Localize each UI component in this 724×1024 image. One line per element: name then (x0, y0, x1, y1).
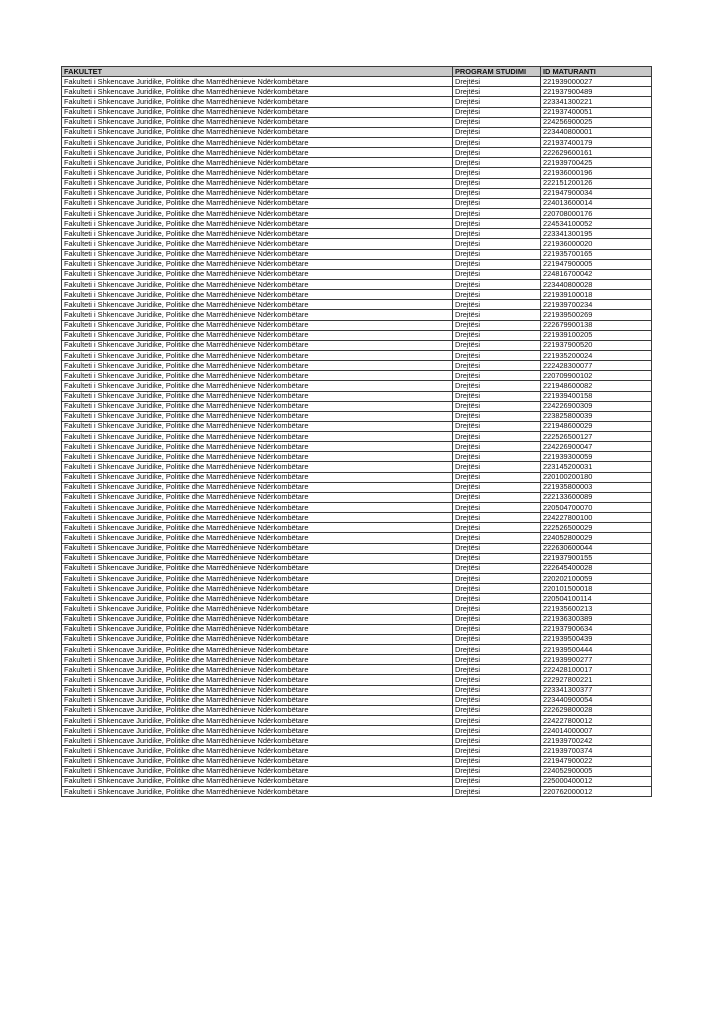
faculty-cell: Fakulteti i Shkencave Juridike, Politike dhe Marrëdhënieve Ndërkombëtare (62, 320, 453, 330)
id-cell: 220504700070 (541, 503, 652, 513)
id-cell: 222629800028 (541, 705, 652, 715)
program-cell: Drejtësi (453, 208, 541, 218)
table-row (62, 736, 652, 746)
table-row (62, 766, 652, 776)
faculty-cell: Fakulteti i Shkencave Juridike, Politike dhe Marrëdhënieve Ndërkombëtare (62, 290, 453, 300)
id-cell: 224256900025 (541, 117, 652, 127)
id-cell: 224014000007 (541, 726, 652, 736)
id-cell: 221935600213 (541, 604, 652, 614)
id-cell: 221939300059 (541, 452, 652, 462)
program-cell: Drejtësi (453, 290, 541, 300)
program-cell: Drejtësi (453, 726, 541, 736)
table-row (62, 229, 652, 239)
faculty-cell: Fakulteti i Shkencave Juridike, Politike dhe Marrëdhënieve Ndërkombëtare (62, 178, 453, 188)
faculty-cell: Fakulteti i Shkencave Juridike, Politike dhe Marrëdhënieve Ndërkombëtare (62, 269, 453, 279)
table-row (62, 168, 652, 178)
faculty-cell: Fakulteti i Shkencave Juridike, Politike dhe Marrëdhënieve Ndërkombëtare (62, 736, 453, 746)
faculty-cell: Fakulteti i Shkencave Juridike, Politike dhe Marrëdhënieve Ndërkombëtare (62, 361, 453, 371)
table-row (62, 381, 652, 391)
faculty-cell: Fakulteti i Shkencave Juridike, Politike dhe Marrëdhënieve Ndërkombëtare (62, 350, 453, 360)
faculty-cell: Fakulteti i Shkencave Juridike, Politike dhe Marrëdhënieve Ndërkombëtare (62, 97, 453, 107)
program-cell: Drejtësi (453, 350, 541, 360)
program-cell: Drejtësi (453, 776, 541, 786)
table-row (62, 290, 652, 300)
table-row (62, 695, 652, 705)
faculty-cell: Fakulteti i Shkencave Juridike, Politike dhe Marrëdhënieve Ndërkombëtare (62, 452, 453, 462)
id-cell: 222428100017 (541, 665, 652, 675)
id-cell: 222629600161 (541, 148, 652, 158)
table-row (62, 340, 652, 350)
program-cell: Drejtësi (453, 432, 541, 442)
table-row (62, 675, 652, 685)
table-row (62, 462, 652, 472)
faculty-cell: Fakulteti i Shkencave Juridike, Politike dhe Marrëdhënieve Ndërkombëtare (62, 381, 453, 391)
table-row (62, 87, 652, 97)
id-cell: 221947900005 (541, 259, 652, 269)
table-row (62, 776, 652, 786)
program-cell: Drejtësi (453, 695, 541, 705)
id-cell: 221948600029 (541, 421, 652, 431)
id-cell: 221937400051 (541, 107, 652, 117)
program-cell: Drejtësi (453, 614, 541, 624)
program-cell: Drejtësi (453, 198, 541, 208)
table-row (62, 574, 652, 584)
table-row (62, 716, 652, 726)
faculty-cell: Fakulteti i Shkencave Juridike, Politike dhe Marrëdhënieve Ndërkombëtare (62, 432, 453, 442)
program-cell: Drejtësi (453, 391, 541, 401)
faculty-cell: Fakulteti i Shkencave Juridike, Politike dhe Marrëdhënieve Ndërkombëtare (62, 756, 453, 766)
id-cell: 222645400028 (541, 563, 652, 573)
faculty-cell: Fakulteti i Shkencave Juridike, Politike dhe Marrëdhënieve Ndërkombëtare (62, 695, 453, 705)
table-row (62, 553, 652, 563)
id-cell: 220762000012 (541, 786, 652, 796)
id-cell: 222428300077 (541, 361, 652, 371)
table-row (62, 624, 652, 634)
id-cell: 223341300221 (541, 97, 652, 107)
program-cell: Drejtësi (453, 634, 541, 644)
faculty-cell: Fakulteti i Shkencave Juridike, Politike dhe Marrëdhënieve Ndërkombëtare (62, 634, 453, 644)
faculty-cell: Fakulteti i Shkencave Juridike, Politike dhe Marrëdhënieve Ndërkombëtare (62, 726, 453, 736)
table-row (62, 645, 652, 655)
faculty-cell: Fakulteti i Shkencave Juridike, Politike dhe Marrëdhënieve Ndërkombëtare (62, 675, 453, 685)
id-cell: 221939100018 (541, 290, 652, 300)
table-row (62, 584, 652, 594)
program-cell: Drejtësi (453, 472, 541, 482)
faculty-cell: Fakulteti i Shkencave Juridike, Politike dhe Marrëdhënieve Ndërkombëtare (62, 87, 453, 97)
id-cell: 225000400012 (541, 776, 652, 786)
program-cell: Drejtësi (453, 158, 541, 168)
table-row (62, 614, 652, 624)
faculty-cell: Fakulteti i Shkencave Juridike, Politike dhe Marrëdhënieve Ndërkombëtare (62, 229, 453, 239)
id-cell: 223440800001 (541, 127, 652, 137)
table-row (62, 523, 652, 533)
id-cell: 222526500127 (541, 432, 652, 442)
table-row (62, 594, 652, 604)
program-cell: Drejtësi (453, 168, 541, 178)
faculty-cell: Fakulteti i Shkencave Juridike, Politike dhe Marrëdhënieve Ndërkombëtare (62, 239, 453, 249)
table-row (62, 249, 652, 259)
program-cell: Drejtësi (453, 310, 541, 320)
id-cell: 221936000020 (541, 239, 652, 249)
table-row (62, 685, 652, 695)
program-cell: Drejtësi (453, 513, 541, 523)
faculty-cell: Fakulteti i Shkencave Juridike, Politike dhe Marrëdhënieve Ndërkombëtare (62, 107, 453, 117)
faculty-cell: Fakulteti i Shkencave Juridike, Politike dhe Marrëdhënieve Ndërkombëtare (62, 330, 453, 340)
table-row (62, 117, 652, 127)
table-row (62, 472, 652, 482)
table-row (62, 756, 652, 766)
program-cell: Drejtësi (453, 401, 541, 411)
id-cell: 221939900277 (541, 655, 652, 665)
id-cell: 224816700042 (541, 269, 652, 279)
faculty-cell: Fakulteti i Shkencave Juridike, Politike dhe Marrëdhënieve Ndërkombëtare (62, 158, 453, 168)
faculty-cell: Fakulteti i Shkencave Juridike, Politike dhe Marrëdhënieve Ndërkombëtare (62, 401, 453, 411)
program-cell: Drejtësi (453, 543, 541, 553)
table-row (62, 178, 652, 188)
id-cell: 223341300377 (541, 685, 652, 695)
table-row (62, 503, 652, 513)
id-cell: 221939700242 (541, 736, 652, 746)
table-row (62, 371, 652, 381)
program-cell: Drejtësi (453, 482, 541, 492)
program-cell: Drejtësi (453, 786, 541, 796)
table-row (62, 208, 652, 218)
faculty-cell: Fakulteti i Shkencave Juridike, Politike dhe Marrëdhënieve Ndërkombëtare (62, 198, 453, 208)
faculty-cell: Fakulteti i Shkencave Juridike, Politike dhe Marrëdhënieve Ndërkombëtare (62, 300, 453, 310)
program-cell: Drejtësi (453, 574, 541, 584)
table-row (62, 320, 652, 330)
table-row (62, 401, 652, 411)
program-cell: Drejtësi (453, 705, 541, 715)
table-row (62, 543, 652, 553)
table-row (62, 482, 652, 492)
faculty-cell: Fakulteti i Shkencave Juridike, Politike dhe Marrëdhënieve Ndërkombëtare (62, 553, 453, 563)
id-cell: 221937400179 (541, 137, 652, 147)
table-row (62, 310, 652, 320)
faculty-cell: Fakulteti i Shkencave Juridike, Politike dhe Marrëdhënieve Ndërkombëtare (62, 219, 453, 229)
id-cell: 222679900138 (541, 320, 652, 330)
table-row (62, 452, 652, 462)
enrollment-table (61, 66, 652, 797)
program-cell: Drejtësi (453, 300, 541, 310)
program-cell: Drejtësi (453, 553, 541, 563)
id-cell: 221939000027 (541, 77, 652, 87)
header-fakultet: FAKULTET (62, 67, 453, 77)
id-cell: 224013600014 (541, 198, 652, 208)
id-cell: 221936000196 (541, 168, 652, 178)
faculty-cell: Fakulteti i Shkencave Juridike, Politike dhe Marrëdhënieve Ndërkombëtare (62, 563, 453, 573)
id-cell: 221935800003 (541, 482, 652, 492)
table-row (62, 432, 652, 442)
id-cell: 220708000176 (541, 208, 652, 218)
id-cell: 222927800221 (541, 675, 652, 685)
program-cell: Drejtësi (453, 766, 541, 776)
program-cell: Drejtësi (453, 442, 541, 452)
id-cell: 221939700234 (541, 300, 652, 310)
table-row (62, 330, 652, 340)
id-cell: 221939100205 (541, 330, 652, 340)
faculty-cell: Fakulteti i Shkencave Juridike, Politike dhe Marrëdhënieve Ndërkombëtare (62, 766, 453, 776)
program-cell: Drejtësi (453, 87, 541, 97)
table-row (62, 786, 652, 796)
id-cell: 221939500269 (541, 310, 652, 320)
id-cell: 224226900309 (541, 401, 652, 411)
table-row (62, 604, 652, 614)
faculty-cell: Fakulteti i Shkencave Juridike, Politike dhe Marrëdhënieve Ndërkombëtare (62, 624, 453, 634)
faculty-cell: Fakulteti i Shkencave Juridike, Politike dhe Marrëdhënieve Ndërkombëtare (62, 249, 453, 259)
table-row (62, 137, 652, 147)
header-id-maturanti: ID MATURANTI (541, 67, 652, 77)
program-cell: Drejtësi (453, 716, 541, 726)
table-row (62, 259, 652, 269)
id-cell: 221947900022 (541, 756, 652, 766)
table-row (62, 442, 652, 452)
faculty-cell: Fakulteti i Shkencave Juridike, Politike dhe Marrëdhënieve Ndërkombëtare (62, 148, 453, 158)
id-cell: 223825800039 (541, 411, 652, 421)
program-cell: Drejtësi (453, 604, 541, 614)
table-row (62, 665, 652, 675)
table-row (62, 421, 652, 431)
id-cell: 221948600082 (541, 381, 652, 391)
program-cell: Drejtësi (453, 229, 541, 239)
program-cell: Drejtësi (453, 97, 541, 107)
faculty-cell: Fakulteti i Shkencave Juridike, Politike dhe Marrëdhënieve Ndërkombëtare (62, 786, 453, 796)
faculty-cell: Fakulteti i Shkencave Juridike, Politike dhe Marrëdhënieve Ndërkombëtare (62, 655, 453, 665)
program-cell: Drejtësi (453, 330, 541, 340)
faculty-cell: Fakulteti i Shkencave Juridike, Politike dhe Marrëdhënieve Ndërkombëtare (62, 462, 453, 472)
program-cell: Drejtësi (453, 746, 541, 756)
program-cell: Drejtësi (453, 655, 541, 665)
faculty-cell: Fakulteti i Shkencave Juridike, Politike dhe Marrëdhënieve Ndërkombëtare (62, 665, 453, 675)
program-cell: Drejtësi (453, 452, 541, 462)
program-cell: Drejtësi (453, 594, 541, 604)
faculty-cell: Fakulteti i Shkencave Juridike, Politike dhe Marrëdhënieve Ndërkombëtare (62, 127, 453, 137)
table-row (62, 350, 652, 360)
program-cell: Drejtësi (453, 492, 541, 502)
faculty-cell: Fakulteti i Shkencave Juridike, Politike dhe Marrëdhënieve Ndërkombëtare (62, 705, 453, 715)
faculty-cell: Fakulteti i Shkencave Juridike, Politike dhe Marrëdhënieve Ndërkombëtare (62, 594, 453, 604)
table-row (62, 513, 652, 523)
faculty-cell: Fakulteti i Shkencave Juridike, Politike dhe Marrëdhënieve Ndërkombëtare (62, 371, 453, 381)
id-cell: 223145200031 (541, 462, 652, 472)
program-cell: Drejtësi (453, 563, 541, 573)
program-cell: Drejtësi (453, 503, 541, 513)
id-cell: 221937900489 (541, 87, 652, 97)
program-cell: Drejtësi (453, 320, 541, 330)
faculty-cell: Fakulteti i Shkencave Juridike, Politike dhe Marrëdhënieve Ndërkombëtare (62, 340, 453, 350)
id-cell: 222526500029 (541, 523, 652, 533)
faculty-cell: Fakulteti i Shkencave Juridike, Politike dhe Marrëdhënieve Ndërkombëtare (62, 716, 453, 726)
table-row (62, 158, 652, 168)
faculty-cell: Fakulteti i Shkencave Juridike, Politike dhe Marrëdhënieve Ndërkombëtare (62, 77, 453, 87)
id-cell: 224052800029 (541, 533, 652, 543)
id-cell: 221937900634 (541, 624, 652, 634)
id-cell: 222151200126 (541, 178, 652, 188)
program-cell: Drejtësi (453, 117, 541, 127)
id-cell: 223440800028 (541, 279, 652, 289)
program-cell: Drejtësi (453, 411, 541, 421)
id-cell: 221939500439 (541, 634, 652, 644)
id-cell: 221939400158 (541, 391, 652, 401)
id-cell: 224226900047 (541, 442, 652, 452)
program-cell: Drejtësi (453, 279, 541, 289)
id-cell: 222630600044 (541, 543, 652, 553)
id-cell: 221939500444 (541, 645, 652, 655)
program-cell: Drejtësi (453, 523, 541, 533)
table-row (62, 269, 652, 279)
faculty-cell: Fakulteti i Shkencave Juridike, Politike dhe Marrëdhënieve Ndërkombëtare (62, 310, 453, 320)
id-cell: 224227800012 (541, 716, 652, 726)
program-cell: Drejtësi (453, 239, 541, 249)
program-cell: Drejtësi (453, 421, 541, 431)
faculty-cell: Fakulteti i Shkencave Juridike, Politike dhe Marrëdhënieve Ndërkombëtare (62, 746, 453, 756)
table-row (62, 563, 652, 573)
faculty-cell: Fakulteti i Shkencave Juridike, Politike dhe Marrëdhënieve Ndërkombëtare (62, 188, 453, 198)
table-row (62, 492, 652, 502)
table-header-row (62, 67, 652, 77)
faculty-cell: Fakulteti i Shkencave Juridike, Politike dhe Marrëdhënieve Ndërkombëtare (62, 472, 453, 482)
faculty-cell: Fakulteti i Shkencave Juridike, Politike dhe Marrëdhënieve Ndërkombëtare (62, 442, 453, 452)
faculty-cell: Fakulteti i Shkencave Juridike, Politike dhe Marrëdhënieve Ndërkombëtare (62, 117, 453, 127)
program-cell: Drejtësi (453, 685, 541, 695)
faculty-cell: Fakulteti i Shkencave Juridike, Politike dhe Marrëdhënieve Ndërkombëtare (62, 614, 453, 624)
faculty-cell: Fakulteti i Shkencave Juridike, Politike dhe Marrëdhënieve Ndërkombëtare (62, 168, 453, 178)
table-row (62, 127, 652, 137)
id-cell: 224534100052 (541, 219, 652, 229)
id-cell: 223440900054 (541, 695, 652, 705)
id-cell: 220100200180 (541, 472, 652, 482)
faculty-cell: Fakulteti i Shkencave Juridike, Politike dhe Marrëdhënieve Ndërkombëtare (62, 279, 453, 289)
table-row (62, 97, 652, 107)
program-cell: Drejtësi (453, 645, 541, 655)
program-cell: Drejtësi (453, 340, 541, 350)
table-row (62, 148, 652, 158)
id-cell: 221935700165 (541, 249, 652, 259)
table-row (62, 107, 652, 117)
table-row (62, 361, 652, 371)
id-cell: 220504100114 (541, 594, 652, 604)
id-cell: 223341300195 (541, 229, 652, 239)
table-row (62, 198, 652, 208)
program-cell: Drejtësi (453, 675, 541, 685)
id-cell: 220709900102 (541, 371, 652, 381)
table-row (62, 239, 652, 249)
table-row (62, 533, 652, 543)
program-cell: Drejtësi (453, 756, 541, 766)
id-cell: 222133600089 (541, 492, 652, 502)
id-cell: 221939700374 (541, 746, 652, 756)
faculty-cell: Fakulteti i Shkencave Juridike, Politike dhe Marrëdhënieve Ndërkombëtare (62, 421, 453, 431)
faculty-cell: Fakulteti i Shkencave Juridike, Politike dhe Marrëdhënieve Ndërkombëtare (62, 513, 453, 523)
faculty-cell: Fakulteti i Shkencave Juridike, Politike dhe Marrëdhënieve Ndërkombëtare (62, 543, 453, 553)
faculty-cell: Fakulteti i Shkencave Juridike, Politike dhe Marrëdhënieve Ndërkombëtare (62, 492, 453, 502)
table-row (62, 655, 652, 665)
faculty-cell: Fakulteti i Shkencave Juridike, Politike dhe Marrëdhënieve Ndërkombëtare (62, 685, 453, 695)
program-cell: Drejtësi (453, 77, 541, 87)
table-row (62, 705, 652, 715)
table-row (62, 300, 652, 310)
faculty-cell: Fakulteti i Shkencave Juridike, Politike dhe Marrëdhënieve Ndërkombëtare (62, 259, 453, 269)
id-cell: 224052900005 (541, 766, 652, 776)
program-cell: Drejtësi (453, 371, 541, 381)
faculty-cell: Fakulteti i Shkencave Juridike, Politike dhe Marrëdhënieve Ndërkombëtare (62, 776, 453, 786)
id-cell: 224227800100 (541, 513, 652, 523)
id-cell: 221937900520 (541, 340, 652, 350)
id-cell: 220202100059 (541, 574, 652, 584)
program-cell: Drejtësi (453, 361, 541, 371)
table-row (62, 746, 652, 756)
program-cell: Drejtësi (453, 188, 541, 198)
program-cell: Drejtësi (453, 178, 541, 188)
table-row (62, 726, 652, 736)
faculty-cell: Fakulteti i Shkencave Juridike, Politike dhe Marrëdhënieve Ndërkombëtare (62, 503, 453, 513)
program-cell: Drejtësi (453, 462, 541, 472)
faculty-cell: Fakulteti i Shkencave Juridike, Politike dhe Marrëdhënieve Ndërkombëtare (62, 137, 453, 147)
table-row (62, 411, 652, 421)
id-cell: 221935200024 (541, 350, 652, 360)
program-cell: Drejtësi (453, 736, 541, 746)
program-cell: Drejtësi (453, 148, 541, 158)
program-cell: Drejtësi (453, 127, 541, 137)
id-cell: 220101500018 (541, 584, 652, 594)
faculty-cell: Fakulteti i Shkencave Juridike, Politike dhe Marrëdhënieve Ndërkombëtare (62, 584, 453, 594)
faculty-cell: Fakulteti i Shkencave Juridike, Politike dhe Marrëdhënieve Ndërkombëtare (62, 574, 453, 584)
faculty-cell: Fakulteti i Shkencave Juridike, Politike dhe Marrëdhënieve Ndërkombëtare (62, 523, 453, 533)
id-cell: 221947900034 (541, 188, 652, 198)
faculty-cell: Fakulteti i Shkencave Juridike, Politike dhe Marrëdhënieve Ndërkombëtare (62, 645, 453, 655)
table-row (62, 77, 652, 87)
table-row (62, 188, 652, 198)
program-cell: Drejtësi (453, 533, 541, 543)
program-cell: Drejtësi (453, 269, 541, 279)
program-cell: Drejtësi (453, 249, 541, 259)
program-cell: Drejtësi (453, 137, 541, 147)
id-cell: 221936300389 (541, 614, 652, 624)
id-cell: 221939700425 (541, 158, 652, 168)
table-row (62, 391, 652, 401)
program-cell: Drejtësi (453, 107, 541, 117)
table-row (62, 634, 652, 644)
program-cell: Drejtësi (453, 381, 541, 391)
faculty-cell: Fakulteti i Shkencave Juridike, Politike dhe Marrëdhënieve Ndërkombëtare (62, 208, 453, 218)
program-cell: Drejtësi (453, 259, 541, 269)
program-cell: Drejtësi (453, 584, 541, 594)
faculty-cell: Fakulteti i Shkencave Juridike, Politike dhe Marrëdhënieve Ndërkombëtare (62, 391, 453, 401)
faculty-cell: Fakulteti i Shkencave Juridike, Politike dhe Marrëdhënieve Ndërkombëtare (62, 482, 453, 492)
header-program-studimi: PROGRAM STUDIMI (453, 67, 541, 77)
faculty-cell: Fakulteti i Shkencave Juridike, Politike dhe Marrëdhënieve Ndërkombëtare (62, 411, 453, 421)
program-cell: Drejtësi (453, 624, 541, 634)
program-cell: Drejtësi (453, 219, 541, 229)
table-body (62, 77, 652, 797)
table-row (62, 279, 652, 289)
table-row (62, 219, 652, 229)
faculty-cell: Fakulteti i Shkencave Juridike, Politike dhe Marrëdhënieve Ndërkombëtare (62, 604, 453, 614)
id-cell: 221937900155 (541, 553, 652, 563)
program-cell: Drejtësi (453, 665, 541, 675)
faculty-cell: Fakulteti i Shkencave Juridike, Politike dhe Marrëdhënieve Ndërkombëtare (62, 533, 453, 543)
